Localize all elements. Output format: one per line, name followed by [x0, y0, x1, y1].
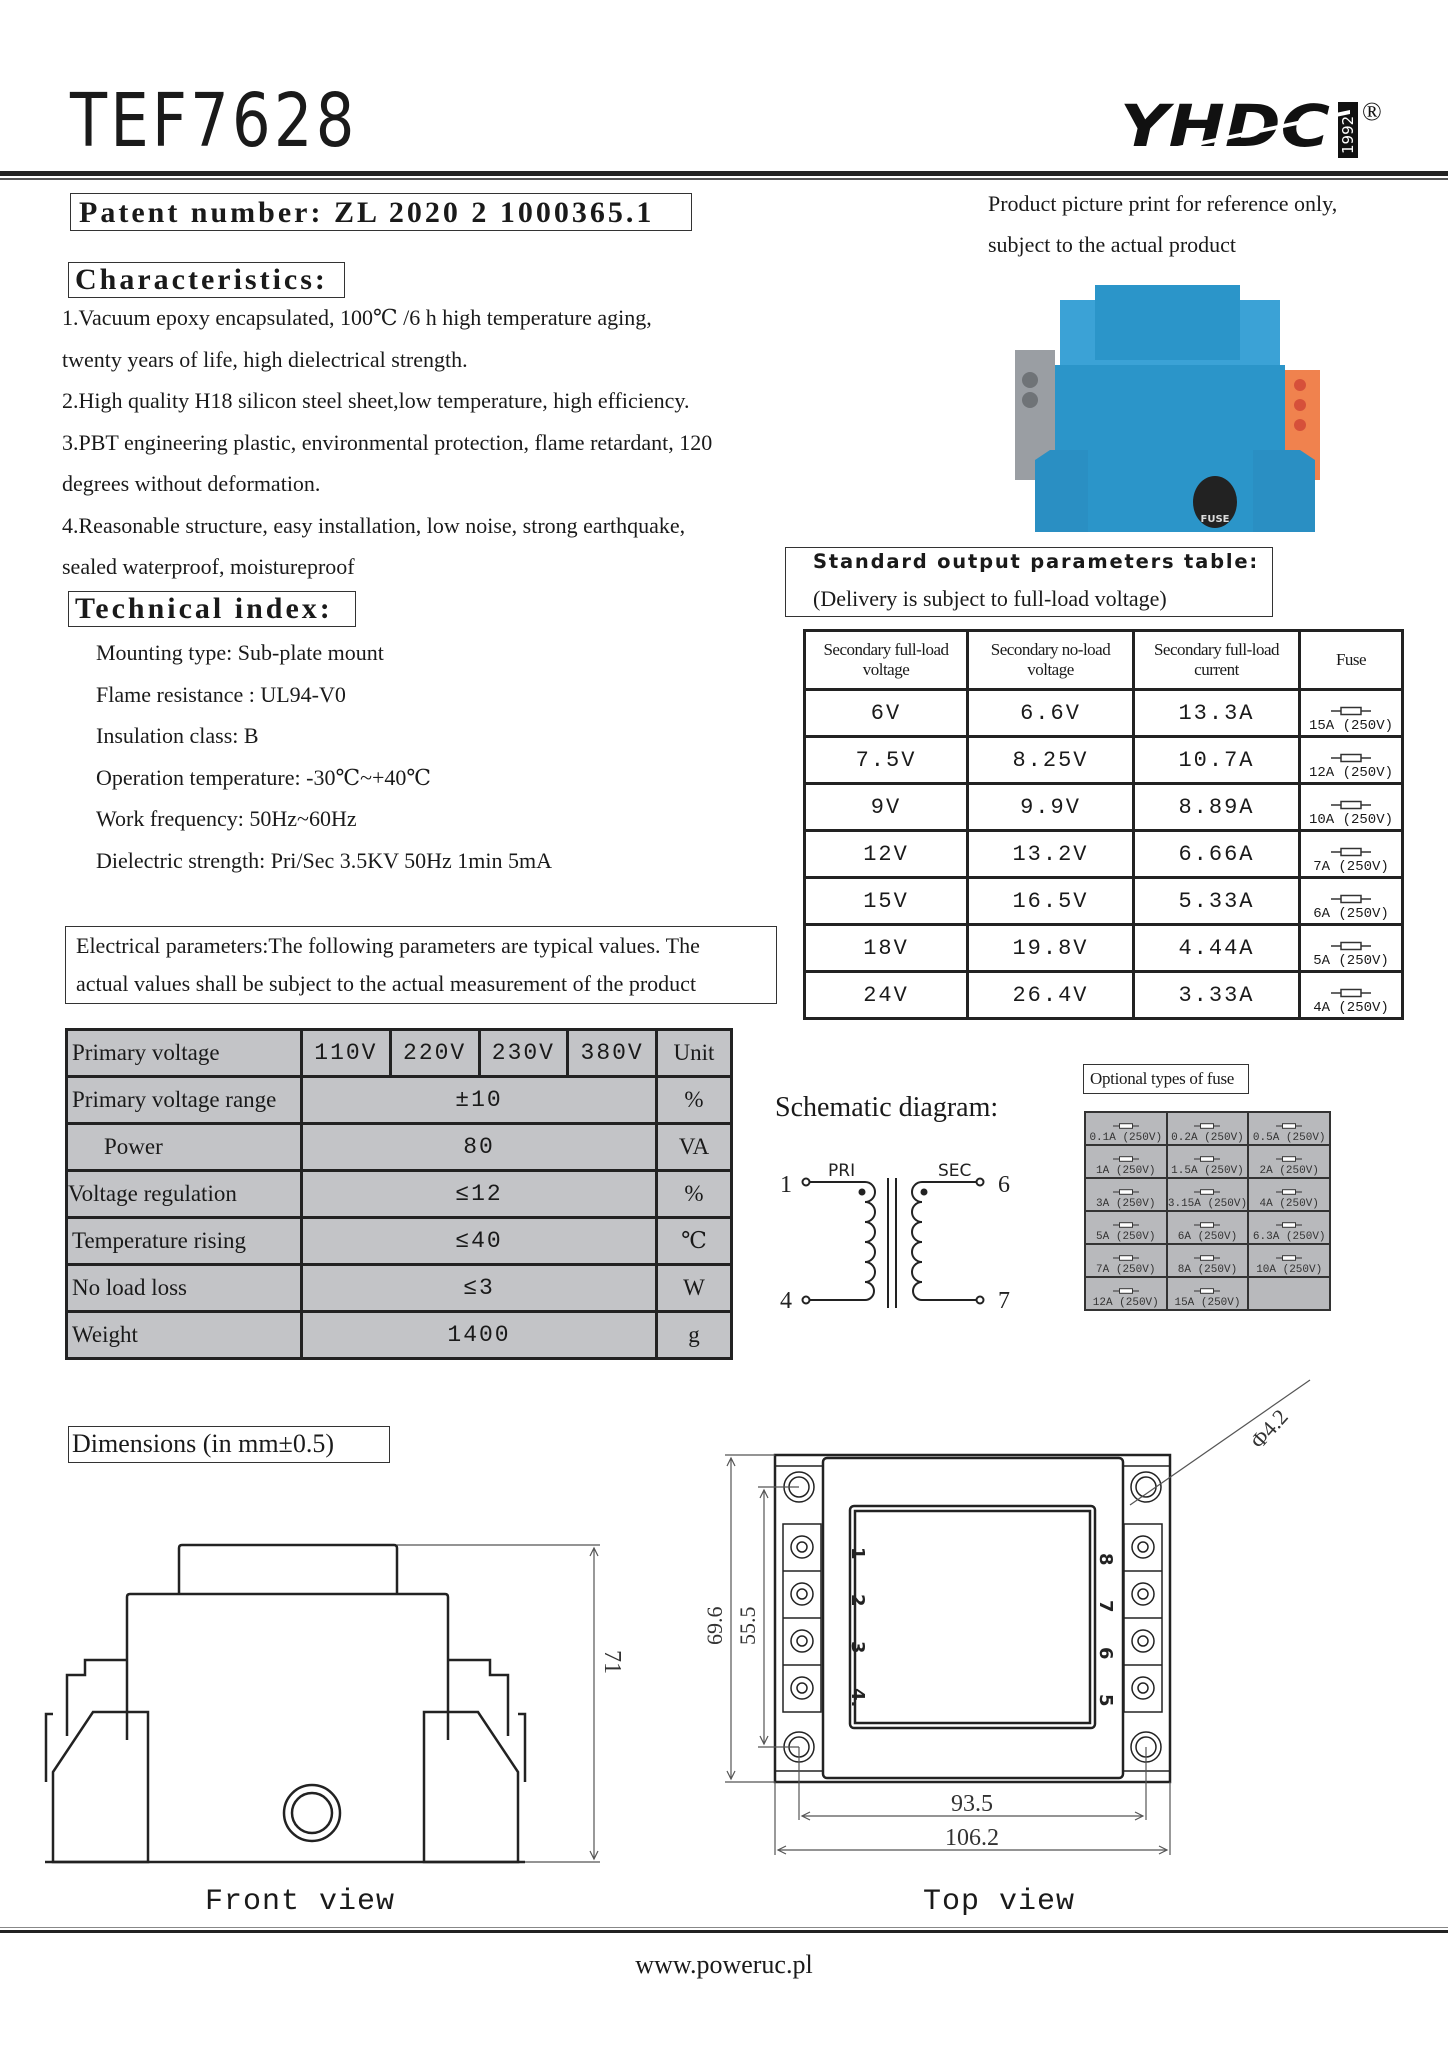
row-label: Weight	[67, 1312, 302, 1359]
fuse-option	[1167, 1178, 1249, 1211]
standard-output-table	[803, 629, 1404, 1020]
table-row	[67, 1124, 732, 1171]
no-load-voltage: 26.4V	[968, 972, 1134, 1019]
row-label: Temperature rising	[67, 1218, 302, 1265]
standard-output-subtitle: (Delivery is subject to full-load voltage)	[813, 586, 1167, 611]
fuse-icon	[1194, 1254, 1220, 1262]
fuse-option	[1085, 1211, 1167, 1244]
terminal-number: 4.	[847, 1688, 868, 1708]
fuse-icon	[1276, 1221, 1302, 1229]
fuse-option	[1248, 1277, 1330, 1310]
fuse-rating: 7A (250V)	[1313, 859, 1389, 875]
technical-index-heading: Technical index:	[68, 591, 356, 627]
table-row	[1085, 1145, 1330, 1178]
fuse-icon	[1276, 1188, 1302, 1196]
fuse-option-label: 2A (250V)	[1259, 1165, 1319, 1177]
hole-spacing-horizontal-label: 93.5	[951, 1791, 993, 1817]
fuse-rating-cell	[1300, 878, 1403, 925]
full-load-current: 5.33A	[1134, 878, 1300, 925]
table-row	[67, 1077, 732, 1124]
characteristic-line: twenty years of life, high dielectrical strength.	[62, 346, 468, 372]
fuse-rating-cell	[1300, 831, 1403, 878]
fuse-option-label: 3.15A (250V)	[1167, 1198, 1248, 1210]
secondary-winding	[912, 1182, 976, 1300]
terminal-number: 2	[847, 1594, 868, 1607]
fuse-rating-cell	[1300, 784, 1403, 831]
row-unit: VA	[657, 1124, 732, 1171]
fuse-option	[1167, 1277, 1249, 1310]
table-row	[1085, 1244, 1330, 1277]
full-load-current: 13.3A	[1134, 690, 1300, 737]
product-photo	[1000, 270, 1340, 540]
fuse-option-label: 1.5A (250V)	[1171, 1165, 1244, 1177]
table-row	[67, 1312, 732, 1359]
terminal-4	[803, 1297, 810, 1304]
header-rule	[0, 171, 1448, 176]
no-load-voltage: 9.9V	[968, 784, 1134, 831]
table-row	[805, 737, 1403, 784]
full-load-current: 6.66A	[1134, 831, 1300, 878]
fuse-option	[1085, 1178, 1167, 1211]
fuse-option	[1085, 1112, 1167, 1145]
pin-number: 7	[998, 1288, 1010, 1314]
note-line: Electrical parameters:The following parameters are typical values. The	[76, 933, 700, 958]
fuse-option-label: 10A (250V)	[1256, 1264, 1323, 1276]
row-value: ≤12	[302, 1171, 657, 1218]
primary-winding	[810, 1182, 875, 1300]
terminal-number: 8	[1095, 1553, 1116, 1566]
row-unit: %	[657, 1077, 732, 1124]
characteristic-line: degrees without deformation.	[62, 471, 321, 496]
row-label: Power	[67, 1124, 302, 1171]
footer-url[interactable]: www.poweruc.pl	[635, 1950, 813, 1979]
schematic-title: Schematic diagram:	[775, 1092, 999, 1123]
top-view-caption: Top view	[923, 1885, 1076, 1919]
characteristic-line: 2.High quality H18 silicon steel sheet,low temperature, high efficiency.	[62, 388, 690, 413]
brand-logo	[1120, 92, 1390, 162]
row-value: ≤3	[302, 1265, 657, 1312]
row-unit: %	[657, 1171, 732, 1218]
table-row	[1085, 1112, 1330, 1145]
table-row	[67, 1265, 732, 1312]
fuse-option-label: 5A (250V)	[1096, 1231, 1156, 1243]
characteristic-line: 3.PBT engineering plastic, environmental protection, flame retardant, 120	[62, 429, 713, 455]
front-height-label: 71	[599, 1650, 625, 1674]
note-line: actual values shall be subject to the actual measurement of the product	[76, 971, 697, 996]
table-row	[805, 784, 1403, 831]
characteristic-line: 1.Vacuum epoxy encapsulated, 100℃ /6 h high temperature aging,	[62, 305, 652, 330]
fuse-rating: 10A (250V)	[1308, 812, 1393, 828]
tech-item: Mounting type: Sub-plate mount	[96, 640, 384, 665]
fuse-icon	[1194, 1221, 1220, 1229]
characteristics-heading: Characteristics:	[68, 262, 345, 298]
fuse-option-label: 4A (250V)	[1259, 1198, 1319, 1210]
photo-note-line: subject to the actual product	[988, 232, 1237, 257]
tech-item: Work frequency: 50Hz~60Hz	[96, 806, 357, 831]
fuse-option	[1167, 1211, 1249, 1244]
no-load-voltage: 19.8V	[968, 925, 1134, 972]
characteristic-line: 4.Reasonable structure, easy installation, low noise, strong earthquake,	[62, 512, 686, 538]
optional-fuses-table	[1084, 1111, 1331, 1311]
no-load-voltage: 8.25V	[968, 737, 1134, 784]
outer-height-label: 69.6	[702, 1606, 727, 1645]
row-label: Primary voltage range	[67, 1077, 302, 1124]
table-row	[67, 1218, 732, 1265]
table-row	[805, 831, 1403, 878]
fuse-icon	[1113, 1287, 1139, 1295]
polarity-dot	[859, 1189, 866, 1196]
fuse-option	[1167, 1112, 1249, 1145]
pin-number: 4	[780, 1288, 792, 1314]
fuse-option-label: 0.2A (250V)	[1171, 1132, 1244, 1144]
primary-voltage-option: 110V	[302, 1030, 391, 1077]
fuse-rating-cell	[1300, 925, 1403, 972]
fuse-option	[1085, 1277, 1167, 1310]
fuse-icon	[1113, 1122, 1139, 1130]
fuse-icon	[1331, 988, 1371, 998]
column-header: Secondary full-load current	[1134, 631, 1300, 690]
header-rule-thin	[0, 178, 1448, 180]
full-load-current: 3.33A	[1134, 972, 1300, 1019]
fuse-icon	[1194, 1188, 1220, 1196]
fuse-icon	[1331, 800, 1371, 810]
full-load-voltage: 18V	[805, 925, 968, 972]
standard-output-title: Standard output parameters table:	[813, 550, 1259, 573]
fuse-rating-cell	[1300, 737, 1403, 784]
primary-voltage-option: 380V	[568, 1030, 657, 1077]
full-load-voltage: 12V	[805, 831, 968, 878]
tech-item: Flame resistance : UL94-V0	[96, 681, 346, 707]
no-load-voltage: 13.2V	[968, 831, 1134, 878]
terminal-number: 5	[1095, 1694, 1116, 1707]
full-load-voltage: 9V	[805, 784, 968, 831]
table-row	[805, 690, 1403, 737]
fuse-icon	[1331, 847, 1371, 857]
hole-diameter-label: Φ4.2	[1245, 1404, 1293, 1454]
fuse-option-label: 3A (250V)	[1096, 1198, 1156, 1210]
row-value: ≤40	[302, 1218, 657, 1265]
fuse-icon	[1276, 1254, 1302, 1262]
full-load-voltage: 7.5V	[805, 737, 968, 784]
pin-number: 6	[998, 1172, 1010, 1198]
full-load-voltage: 15V	[805, 878, 968, 925]
row-label: Primary voltage	[67, 1030, 302, 1077]
row-unit: ℃	[657, 1218, 732, 1265]
fuse-icon	[1331, 894, 1371, 904]
row-value: 1400	[302, 1312, 657, 1359]
fuse-option	[1248, 1244, 1330, 1277]
primary-voltage-option: 220V	[390, 1030, 479, 1077]
fuse-option	[1167, 1244, 1249, 1277]
tech-item: Dielectric strength: Pri/Sec 3.5KV 50Hz 1min 5mA	[96, 847, 553, 873]
fuse-option	[1248, 1112, 1330, 1145]
fuse-option-label: 12A (250V)	[1092, 1297, 1159, 1309]
table-row	[805, 925, 1403, 972]
top-view-drawing	[680, 1400, 1340, 1870]
row-unit: W	[657, 1265, 732, 1312]
logo-text: YHDC	[1120, 92, 1330, 160]
fuse-option-label: 0.1A (250V)	[1089, 1132, 1163, 1144]
row-label: No load loss	[67, 1265, 302, 1312]
registered-mark: ®	[1362, 97, 1382, 126]
full-load-current: 4.44A	[1134, 925, 1300, 972]
fuse-option	[1085, 1244, 1167, 1277]
full-load-voltage: 24V	[805, 972, 968, 1019]
fuse-icon	[1276, 1155, 1302, 1163]
front-view-drawing	[40, 1490, 625, 1870]
table-row	[1085, 1277, 1330, 1310]
tech-item: Operation temperature: -30℃~+40℃	[96, 764, 431, 790]
characteristics-list	[62, 297, 712, 588]
fuse-rating-cell	[1300, 690, 1403, 737]
primary-voltage-option: 230V	[479, 1030, 568, 1077]
dimensions-title: Dimensions (in mm±0.5)	[68, 1426, 390, 1463]
characteristic-line: sealed waterproof, moistureproof	[62, 554, 355, 579]
electrical-parameters-table	[65, 1028, 733, 1360]
fuse-option	[1085, 1145, 1167, 1178]
fuse-icon	[1331, 753, 1371, 763]
fuse-option-label: 15A (250V)	[1174, 1297, 1241, 1309]
terminal-6	[977, 1179, 984, 1186]
table-row	[67, 1171, 732, 1218]
fuse-icon	[1331, 706, 1371, 716]
photo-note-line: Product picture print for reference only,	[988, 191, 1338, 216]
row-value: 80	[302, 1124, 657, 1171]
full-load-current: 10.7A	[1134, 737, 1300, 784]
secondary-label: SEC	[938, 1161, 972, 1181]
table-row	[805, 878, 1403, 925]
unit-header: Unit	[657, 1030, 732, 1077]
schematic-diagram	[770, 1150, 1030, 1320]
pin-number: 1	[780, 1172, 792, 1198]
fuse-option-label: 7A (250V)	[1096, 1264, 1156, 1276]
fuse-icon	[1113, 1254, 1139, 1262]
footer-rule-thin	[0, 1927, 1448, 1928]
fuse-icon	[1194, 1155, 1220, 1163]
full-load-voltage: 6V	[805, 690, 968, 737]
electrical-parameters-note	[65, 926, 777, 1004]
fuse-holder-label: FUSE	[1200, 514, 1230, 525]
polarity-dot	[921, 1189, 928, 1196]
terminal-number: 1	[847, 1547, 868, 1560]
no-load-voltage: 16.5V	[968, 878, 1134, 925]
terminal-7	[977, 1297, 984, 1304]
full-load-current: 8.89A	[1134, 784, 1300, 831]
fuse-option-label: 1A (250V)	[1096, 1165, 1156, 1177]
fuse-rating: 4A (250V)	[1313, 1000, 1389, 1016]
front-view-caption: Front view	[205, 1885, 396, 1919]
row-unit: g	[657, 1312, 732, 1359]
terminal-number: 3	[847, 1641, 868, 1654]
model-title: TEF7628	[70, 78, 358, 164]
fuse-rating: 5A (250V)	[1313, 953, 1389, 969]
table-row	[1085, 1178, 1330, 1211]
fuse-rating: 6A (250V)	[1313, 906, 1389, 922]
table-header-row	[805, 631, 1403, 690]
optional-fuses-title: Optional types of fuse	[1083, 1064, 1249, 1094]
fuse-rating-cell	[1300, 972, 1403, 1019]
fuse-icon	[1113, 1155, 1139, 1163]
fuse-option-label: 6A (250V)	[1177, 1231, 1238, 1243]
fuse-icon	[1194, 1287, 1220, 1295]
fuse-option	[1248, 1145, 1330, 1178]
table-row	[805, 972, 1403, 1019]
column-header: Secondary full-load voltage	[805, 631, 968, 690]
terminal-1	[803, 1179, 810, 1186]
fuse-icon	[1113, 1188, 1139, 1196]
column-header: Fuse	[1300, 631, 1403, 690]
fuse-rating: 12A (250V)	[1308, 765, 1393, 781]
fuse-icon	[1194, 1122, 1220, 1130]
row-value: ±10	[302, 1077, 657, 1124]
tech-item: Insulation class: B	[96, 723, 259, 748]
patent-number: Patent number: ZL 2020 2 1000365.1	[70, 193, 692, 231]
logo-year: 1992	[1339, 115, 1357, 154]
table-header-row	[67, 1030, 732, 1077]
terminal-number: 6	[1095, 1647, 1116, 1660]
fuse-rating: 15A (250V)	[1308, 718, 1393, 734]
footer-rule	[0, 1930, 1448, 1933]
terminal-number: 7	[1095, 1600, 1116, 1613]
technical-index-list	[96, 632, 552, 881]
table-row	[1085, 1211, 1330, 1244]
fuse-option-label: 8A (250V)	[1177, 1264, 1238, 1276]
standard-output-caption	[785, 547, 1273, 617]
fuse-option-label: 0.5A (250V)	[1252, 1132, 1326, 1144]
fuse-icon	[1113, 1221, 1139, 1229]
column-header: Secondary no-load voltage	[968, 631, 1134, 690]
fuse-option	[1167, 1145, 1249, 1178]
fuse-icon	[1276, 1122, 1302, 1130]
fuse-icon	[1331, 941, 1371, 951]
row-label: Voltage regulation	[67, 1171, 302, 1218]
fuse-option	[1248, 1211, 1330, 1244]
product-photo-note	[988, 183, 1337, 265]
primary-label: PRI	[828, 1161, 856, 1181]
fuse-option-label: 6.3A (250V)	[1252, 1231, 1326, 1243]
fuse-option	[1248, 1178, 1330, 1211]
hole-spacing-vertical-label: 55.5	[735, 1606, 760, 1645]
outer-width-label: 106.2	[945, 1825, 999, 1851]
no-load-voltage: 6.6V	[968, 690, 1134, 737]
